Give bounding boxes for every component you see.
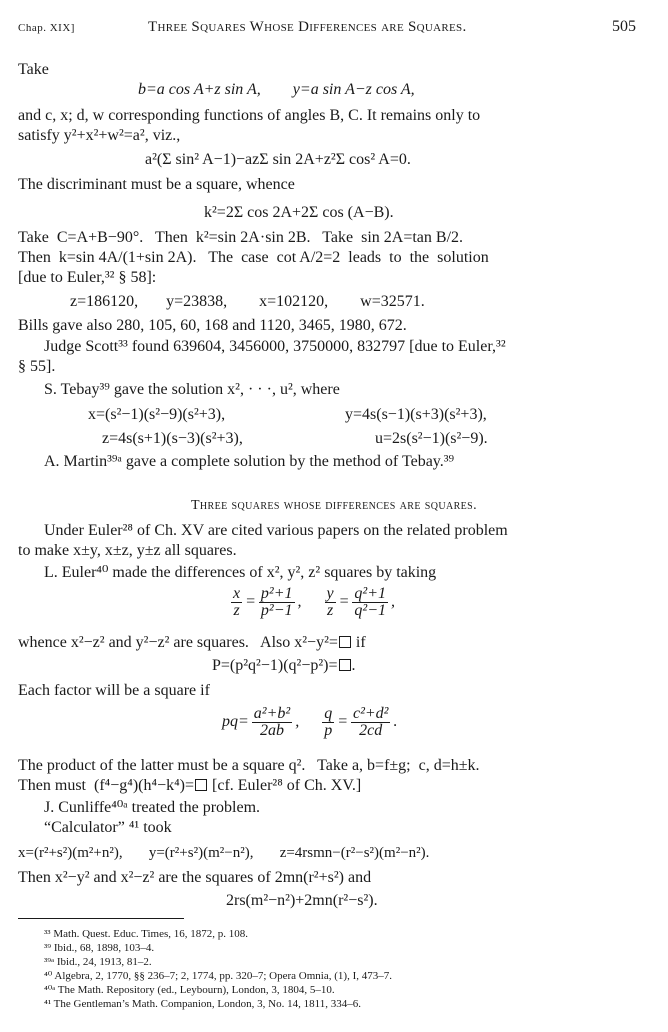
equation: a²(Σ sin² A−1)−azΣ sin 2A+z²Σ cos² A=0. <box>145 151 411 168</box>
fraction: $\frac{\text{a²+b²}}{2ab}$ <box>253 705 291 739</box>
square-symbol <box>339 659 351 671</box>
text-line <box>18 776 361 796</box>
text-span: whence x²−z² and y²−z² are squares. Also x²−y²= <box>18 634 338 651</box>
square-symbol <box>195 779 207 791</box>
section-heading: Three squares whose differences are squares. <box>190 498 478 513</box>
equation: b=a cos A+z sin A, y=a sin A−z cos A, <box>138 81 415 98</box>
equation: z=4s(s+1)(s−3)(s²+3), <box>102 430 243 447</box>
text-line: “Calculator” ⁴¹ took <box>44 819 172 836</box>
equation: y=4s(s−1)(s+3)(s²+3), <box>345 406 487 423</box>
equation: 2rs(m²−n²)+2mn(r²−s²). <box>226 892 378 909</box>
equation: P=(p²q²−1)(q²−p²)= . <box>212 657 356 674</box>
text-line: Each factor will be a square if <box>18 682 210 699</box>
fraction: $\frac{\text{c²+d²}}{2cd}$ <box>352 705 389 739</box>
text-line: A. Martin³⁹ᵃ gave a complete solution by the method of Tebay.³⁹ <box>44 453 455 470</box>
text-line: and c, x; d, w corresponding functions of angles B, C. It remains only to <box>18 107 481 124</box>
fraction: $\frac{y}{z}$ <box>326 585 334 619</box>
footnote: ⁴¹ The Gentleman’s Math. Companion, London, 3, No. 14, 1811, 334–6. <box>44 998 361 1010</box>
text-line: Bills gave also 280, 105, 60, 168 and 1120, 3465, 1980, 672. <box>18 317 407 334</box>
text-span: Then must (f⁴−g⁴)(h⁴−k⁴)= <box>18 777 195 794</box>
footnote: ³³ Math. Quest. Educ. Times, 16, 1872, p. 108. <box>44 928 248 940</box>
text-line: Take <box>18 61 49 78</box>
fraction-equation: pq= $\frac{\text{a²+b²}}{2ab}$ , $\frac{q}{p}$ = $\frac{\text{c²+d²}}{2cd}$ . <box>222 705 398 739</box>
text-span: if <box>351 634 366 651</box>
text-line <box>18 633 366 653</box>
text-line: The discriminant must be a square, whence <box>18 176 295 193</box>
fraction: $\frac{q}{p}$ <box>324 705 333 739</box>
footnote: ⁴⁰ᵃ The Math. Repository (ed., Leybourn), London, 3, 1804, 5–10. <box>44 984 335 996</box>
text-span: pq= <box>222 713 249 731</box>
text-line: Then x²−y² and x²−z² are the squares of 2mn(r²+s²) and <box>18 869 372 886</box>
footnote: ³⁹ Ibid., 68, 1898, 103–4. <box>44 942 155 954</box>
text-line: The product of the latter must be a square q². Take a, b=f±g; c, d=h±k. <box>18 757 480 774</box>
text-line: Under Euler²⁸ of Ch. XV are cited various papers on the related problem <box>44 522 508 539</box>
text-line: S. Tebay³⁹ gave the solution x², · · ·, u², where <box>44 381 340 398</box>
chapter-label: Chap. XIX] <box>18 22 75 34</box>
fraction-equation: $\frac{x}{z}$ = $\frac{\text{p²+1}}{\text{p²−1}}$ , $\frac{y}{z}$ = $\frac{\text{q²+1}}{\text{q²−1}}$ , <box>233 585 395 619</box>
equation: u=2s(s²−1)(s²−9). <box>375 430 488 447</box>
text-line: satisfy y²+x²+w²=a², viz., <box>18 127 181 144</box>
footnote-rule <box>18 918 184 919</box>
text-line: [due to Euler,³² § 58]: <box>18 269 157 286</box>
text-line: § 55]. <box>18 358 56 375</box>
text-span: [cf. Euler²⁸ of Ch. XV.] <box>208 777 362 794</box>
text-line: Then k=sin 4A/(1+sin 2A). The case cot A/2=2 leads to the solution <box>18 249 489 266</box>
text-span: P=(p²q²−1)(q²−p²)= <box>212 657 338 674</box>
footnote: ⁴⁰ Algebra, 2, 1770, §§ 236–7; 2, 1774, pp. 320–7; Opera Omnia, (1), I, 473–7. <box>44 970 392 982</box>
text-line: J. Cunliffe⁴⁰ᵃ treated the problem. <box>44 799 261 816</box>
text-line: to make x±y, x±z, y±z all squares. <box>18 542 237 559</box>
text-line: L. Euler⁴⁰ made the differences of x², y², z² squares by taking <box>44 564 437 581</box>
equation: x=(s²−1)(s²−9)(s²+3), <box>88 406 226 423</box>
footnote: ³⁹ᵃ Ibid., 24, 1913, 81–2. <box>44 956 152 968</box>
text-line: Take C=A+B−90°. Then k²=sin 2A·sin 2B. Take sin 2A=tan B/2. <box>18 229 464 246</box>
equation: z=186120, y=23838, x=102120, w=32571. <box>70 293 425 310</box>
equation: x=(r²+s²)(m²+n²), y=(r²+s²)(m²−n²), z=4rsmn−(r²−s²)(m²−n²). <box>18 845 430 861</box>
fraction: $\frac{\text{p²+1}}{\text{p²−1}}$ <box>260 585 293 619</box>
equation: k²=2Σ cos 2A+2Σ cos (A−B). <box>204 204 394 221</box>
text-line: Judge Scott³³ found 639604, 3456000, 3750000, 832797 [due to Euler,³² <box>44 338 506 355</box>
fraction: $\frac{x}{z}$ <box>233 585 241 619</box>
running-title: Three Squares Whose Differences are Squares. <box>148 19 467 35</box>
square-symbol <box>339 636 351 648</box>
fraction: $\frac{\text{q²+1}}{\text{q²−1}}$ <box>354 585 386 619</box>
page-number: 505 <box>612 18 636 35</box>
